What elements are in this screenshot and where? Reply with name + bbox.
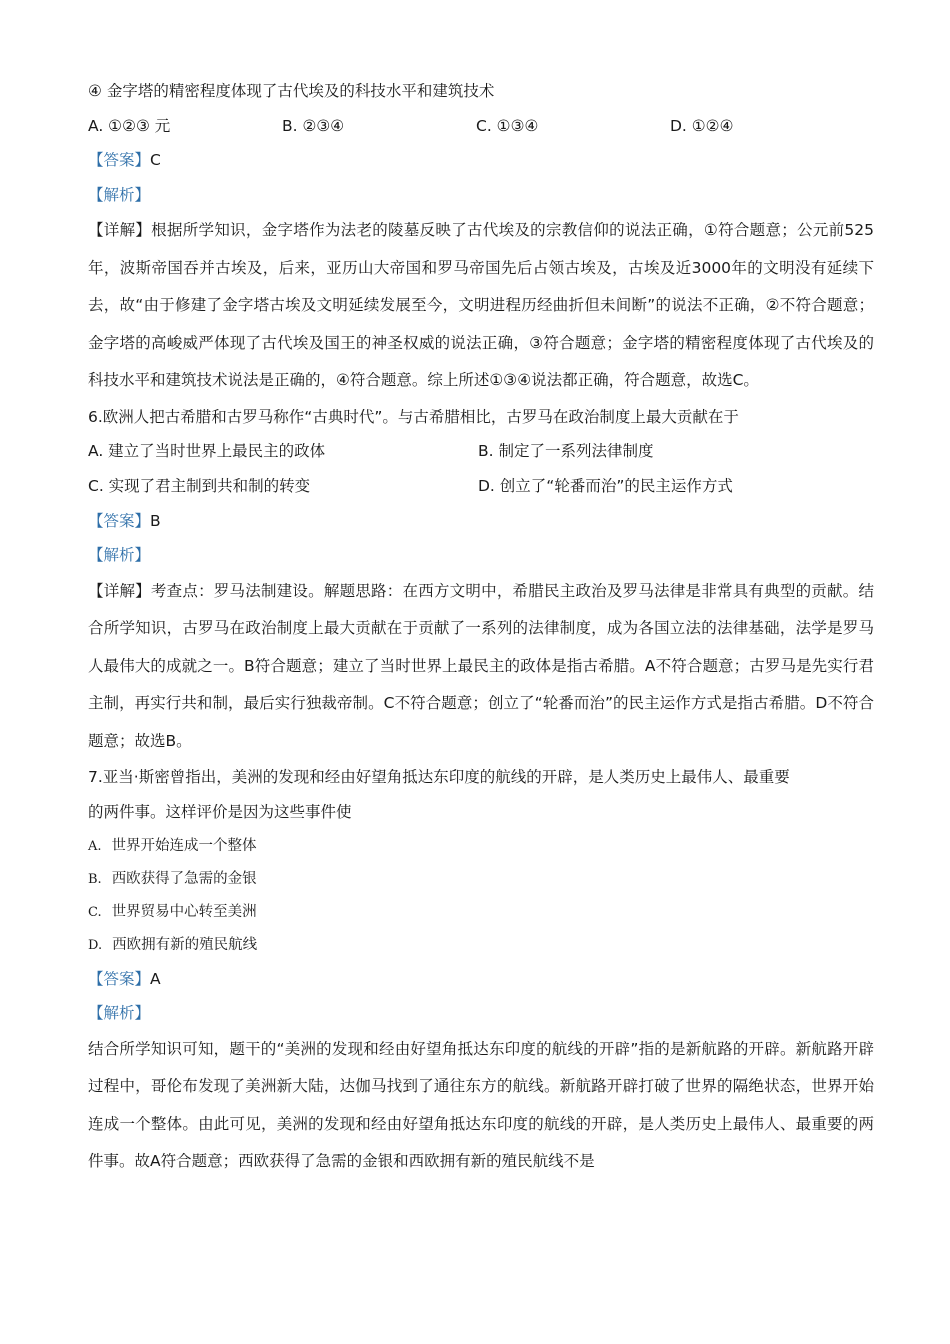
option-letter: C. — [88, 904, 102, 920]
q5-option-c: C. ①③④ — [476, 116, 539, 135]
q6-option-a: A. 建立了当时世界上最民主的政体 — [88, 442, 326, 461]
q6-option-b: B. 制定了一系列法律制度 — [478, 442, 654, 461]
q6-options-row-1 — [88, 434, 874, 469]
option-letter: D. — [88, 937, 103, 953]
q5-detail — [88, 212, 874, 400]
q5-analysis-tag: 【解析】 — [88, 185, 151, 204]
q6-analysis-tag: 【解析】 — [88, 546, 151, 565]
q6-option-d: D. 创立了“轮番而治”的民主运作方式 — [478, 477, 733, 496]
q7-option-d — [88, 929, 874, 962]
q6-options-row-2 — [88, 469, 874, 504]
option-text: 世界贸易中心转至美洲 — [111, 903, 257, 920]
q7-option-b — [88, 863, 874, 896]
q6-detail — [88, 573, 874, 761]
detail-tag: 【详解】 — [88, 221, 152, 240]
answer-tag: 【答案】 — [88, 969, 151, 988]
answer-value: B — [150, 511, 161, 530]
detail-text: 根据所学知识，金字塔作为法老的陵墓反映了古代埃及的宗教信仰的说法正确，①符合题意；公元前525年，波斯帝国吞并古埃及，后来，亚历山大帝国和罗马帝国先后占领古埃及，古埃及近3000年的文明没有延续下去，故“由于修建了金字塔古埃及文明延续发展至今，文明进程历经曲折但未间断”的说法不正确，②不符合题意；金字塔的高峻威严体现了古代埃及国王的神圣权威的说法正确，③符合题意；金字塔的精密程度体现了古代埃及的科技水平和建筑技术说法是正确的，④符合题意。综上所述①③④说法都正确，符合题意，故选C。 — [88, 221, 874, 390]
answer-tag: 【答案】 — [88, 511, 151, 530]
q5-option-d: D. ①②④ — [670, 116, 734, 135]
q7-option-c — [88, 896, 874, 929]
answer-value: C — [150, 151, 161, 170]
q6-answer — [88, 504, 874, 539]
q7-option-a — [88, 830, 874, 863]
answer-tag: 【答案】 — [88, 151, 151, 170]
option-letter: B. — [88, 871, 102, 887]
q5-option-b: B. ②③④ — [282, 116, 345, 135]
q5-answer — [88, 143, 874, 178]
option-letter: A. — [88, 838, 102, 854]
q5-option-a: A. ①②③ 元 — [88, 116, 171, 135]
q5-item-4: ④ 金字塔的精密程度体现了古代埃及的科技水平和建筑技术 — [88, 82, 495, 100]
q7-answer — [88, 962, 874, 997]
detail-text: 考查点：罗马法制建设。解题思路：在西方文明中，希腊民主政治及罗马法律是非常具有典型的贡献。结合所学知识，古罗马在政治制度上最大贡献在于贡献了一系列的法律制度，成为各国立法的法律基础，法学是罗马人最伟大的成就之一。B符合题意；建立了当时世界上最民主的政体是指古希腊。A不符合题意；古罗马是先实行君主制，再实行共和制，最后实行独裁帝制。C不符合题意；创立了“轮番而治”的民主运作方式是指古希腊。D不符合题意；故选B。 — [88, 581, 874, 750]
document-page — [88, 74, 874, 1181]
option-text: 西欧拥有新的殖民航线 — [112, 936, 258, 953]
q6-stem: 6.欧洲人把古希腊和古罗马称作“古典时代”。与古希腊相比，古罗马在政治制度上最大贡献在于 — [88, 407, 739, 426]
q5-options — [88, 109, 874, 144]
q7-analysis: 结合所学知识可知，题干的“美洲的发现和经由好望角抵达东印度的航线的开辟”指的是新航路的开辟。新航路开辟过程中，哥伦布发现了美洲新大陆，达伽马找到了通往东方的航线。新航路开辟打破了世界的隔绝状态，世界开始连成一个整体。由此可见，美洲的发现和经由好望角抵达东印度的航线的开辟，是人类历史上最伟人、最重要的两件事。故A符合题意；西欧获得了急需的金银和西欧拥有新的殖民航线不是 — [88, 1039, 874, 1171]
q7-analysis-tag: 【解析】 — [88, 1004, 151, 1023]
q6-option-c: C. 实现了君主制到共和制的转变 — [88, 477, 311, 496]
answer-value: A — [150, 969, 161, 988]
option-text: 西欧获得了急需的金银 — [111, 870, 257, 887]
detail-tag: 【详解】 — [88, 581, 151, 600]
q7-stem-line-2: 的两件事。这样评价是因为这些事件使 — [88, 802, 352, 821]
q7-stem-line-1: 7.亚当·斯密曾指出，美洲的发现和经由好望角抵达东印度的航线的开辟，是人类历史上最伟人、最重要 — [88, 768, 790, 787]
option-text: 世界开始连成一个整体 — [111, 837, 257, 854]
